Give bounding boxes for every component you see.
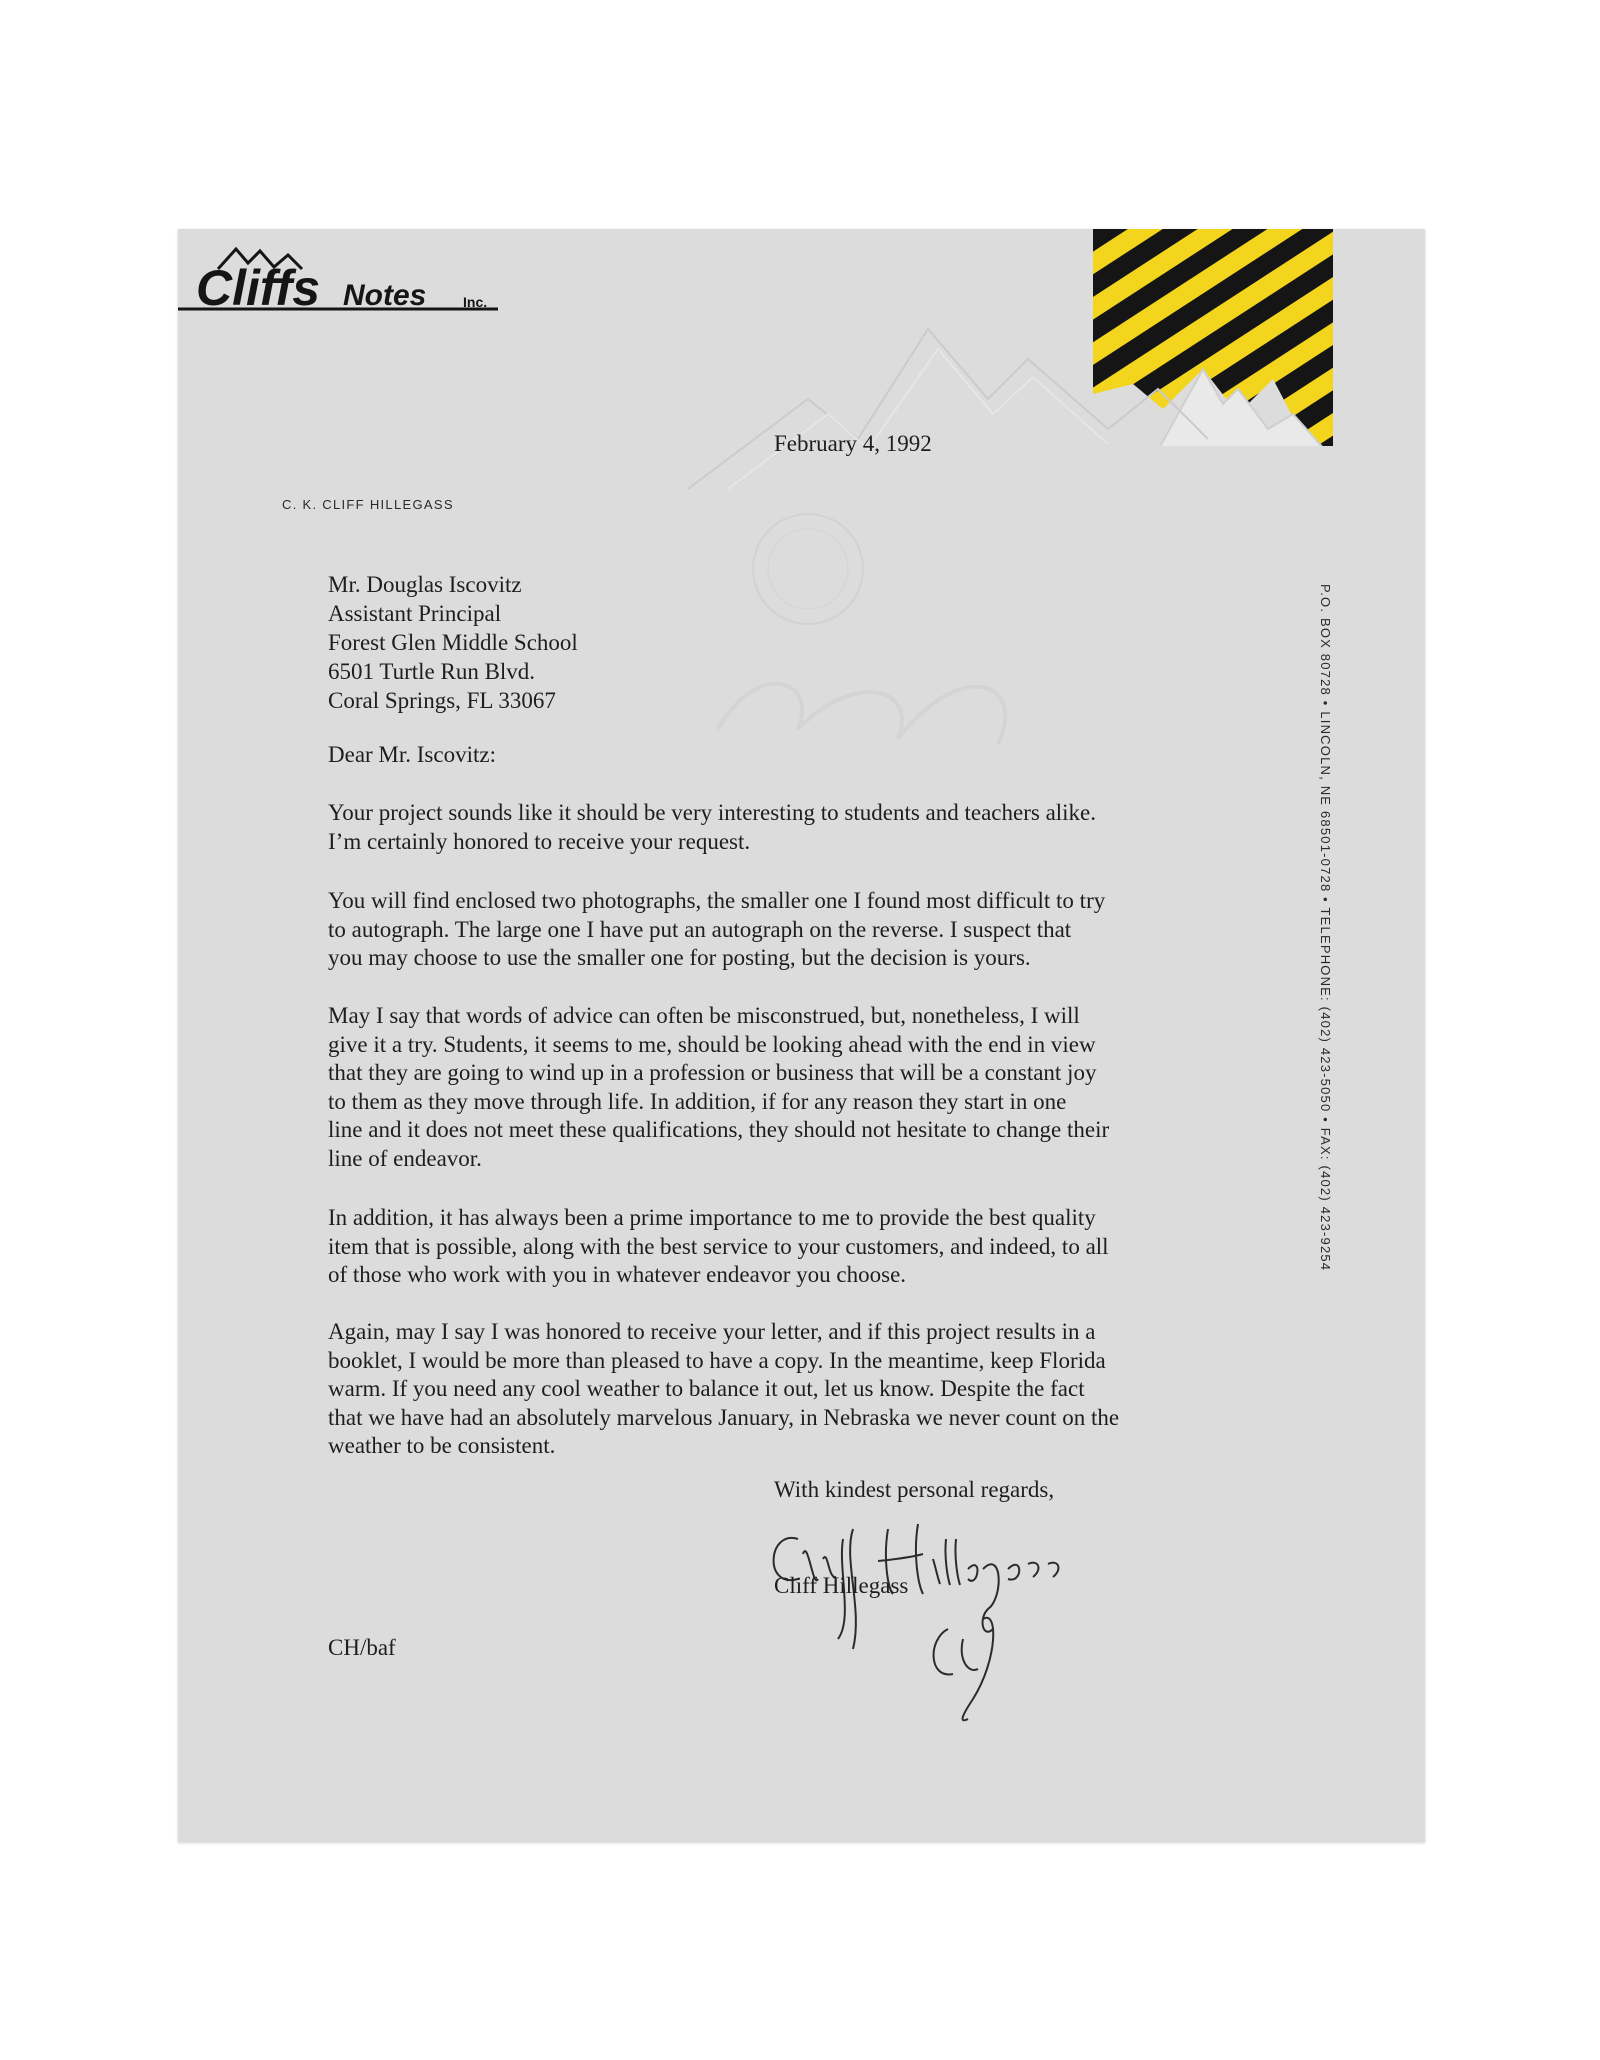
svg-text:Cliffs: Cliffs — [196, 260, 321, 316]
signer-name: Cliff Hillegass — [774, 1573, 909, 1598]
paragraph-line: weather to be consistent. — [328, 1433, 556, 1458]
paragraph-line: that they are going to wind up in a profession or business that will be a constant joy — [328, 1060, 1097, 1085]
paragraph-line: line of endeavor. — [328, 1145, 482, 1171]
paragraph-line: Again, may I say I was honored to receive your letter, and if this project results in a — [328, 1319, 1096, 1344]
recipient-line: 6501 Turtle Run Blvd. — [328, 659, 536, 684]
paragraph-line: Your project sounds like it should be very interesting to students and teachers alike. — [328, 800, 1097, 825]
paragraph-line: line and it does not meet these qualifications, they should not hesitate to change their — [328, 1117, 1110, 1142]
recipient-line: Mr. Douglas Iscovitz — [328, 572, 522, 597]
executive-name: C. K. CLIFF HILLEGASS — [282, 497, 454, 512]
paragraph-line: to autograph. The large one I have put an autograph on the reverse. I suspect that — [328, 916, 1072, 942]
body-paragraph — [328, 887, 1248, 973]
paragraph-line: booklet, I would be more than pleased to have a copy. In the meantime, keep Florida — [328, 1347, 1106, 1373]
paragraph-line: May I say that words of advice can often be misconstrued, but, nonetheless, I will — [328, 1003, 1080, 1028]
letter-page — [178, 229, 1425, 1842]
paragraph-line: You will find enclosed two photographs, the smaller one I found most difficult to try — [328, 888, 1106, 913]
typist-initials: CH/baf — [328, 1635, 396, 1660]
recipient-line: Coral Springs, FL 33067 — [328, 688, 556, 713]
paragraph-line: In addition, it has always been a prime importance to me to provide the best quality — [328, 1205, 1096, 1230]
paragraph-line: warm. If you need any cool weather to balance it out, let us know. Despite the fact — [328, 1376, 1085, 1401]
handwritten-signature — [758, 1499, 1098, 1729]
paragraph-line: of those who work with you in whatever endeavor you choose. — [328, 1262, 907, 1287]
body-paragraph — [328, 1204, 1248, 1290]
letterhead-contact-info: P.O. BOX 80728 • LINCOLN, NE 68501-0728 • TELEPHONE: (402) 423-5050 • FAX: (402) 423-9254 — [1318, 584, 1333, 1272]
recipient-address — [328, 570, 578, 715]
company-logo — [178, 229, 503, 319]
letter-date: February 4, 1992 — [774, 431, 932, 456]
body-paragraph — [328, 1002, 1248, 1173]
closing: With kindest personal regards, — [774, 1477, 1055, 1502]
paragraph-line: you may choose to use the smaller one for posting, but the decision is yours. — [328, 945, 1031, 970]
embossed-mountains-graphic — [688, 289, 1208, 499]
paragraph-line: I’m certainly honored to receive your request. — [328, 828, 751, 854]
recipient-line: Assistant Principal — [328, 601, 502, 626]
paragraph-line: give it a try. Students, it seems to me, should be looking ahead with the end in view — [328, 1031, 1096, 1057]
paragraph-line: item that is possible, along with the best service to your customers, and indeed, to all — [328, 1233, 1109, 1259]
watermark-seal-graphic — [698, 509, 1118, 769]
body-paragraph — [328, 799, 1248, 856]
body-paragraph — [328, 1318, 1248, 1461]
svg-text:Notes: Notes — [343, 279, 427, 312]
recipient-line: Forest Glen Middle School — [328, 630, 578, 655]
paragraph-line: that we have had an absolutely marvelous January, in Nebraska we never count on the — [328, 1404, 1120, 1430]
salutation: Dear Mr. Iscovitz: — [328, 742, 496, 767]
svg-text:Inc.: Inc. — [463, 294, 488, 310]
paragraph-line: to them as they move through life. In addition, if for any reason they start in one — [328, 1088, 1067, 1114]
